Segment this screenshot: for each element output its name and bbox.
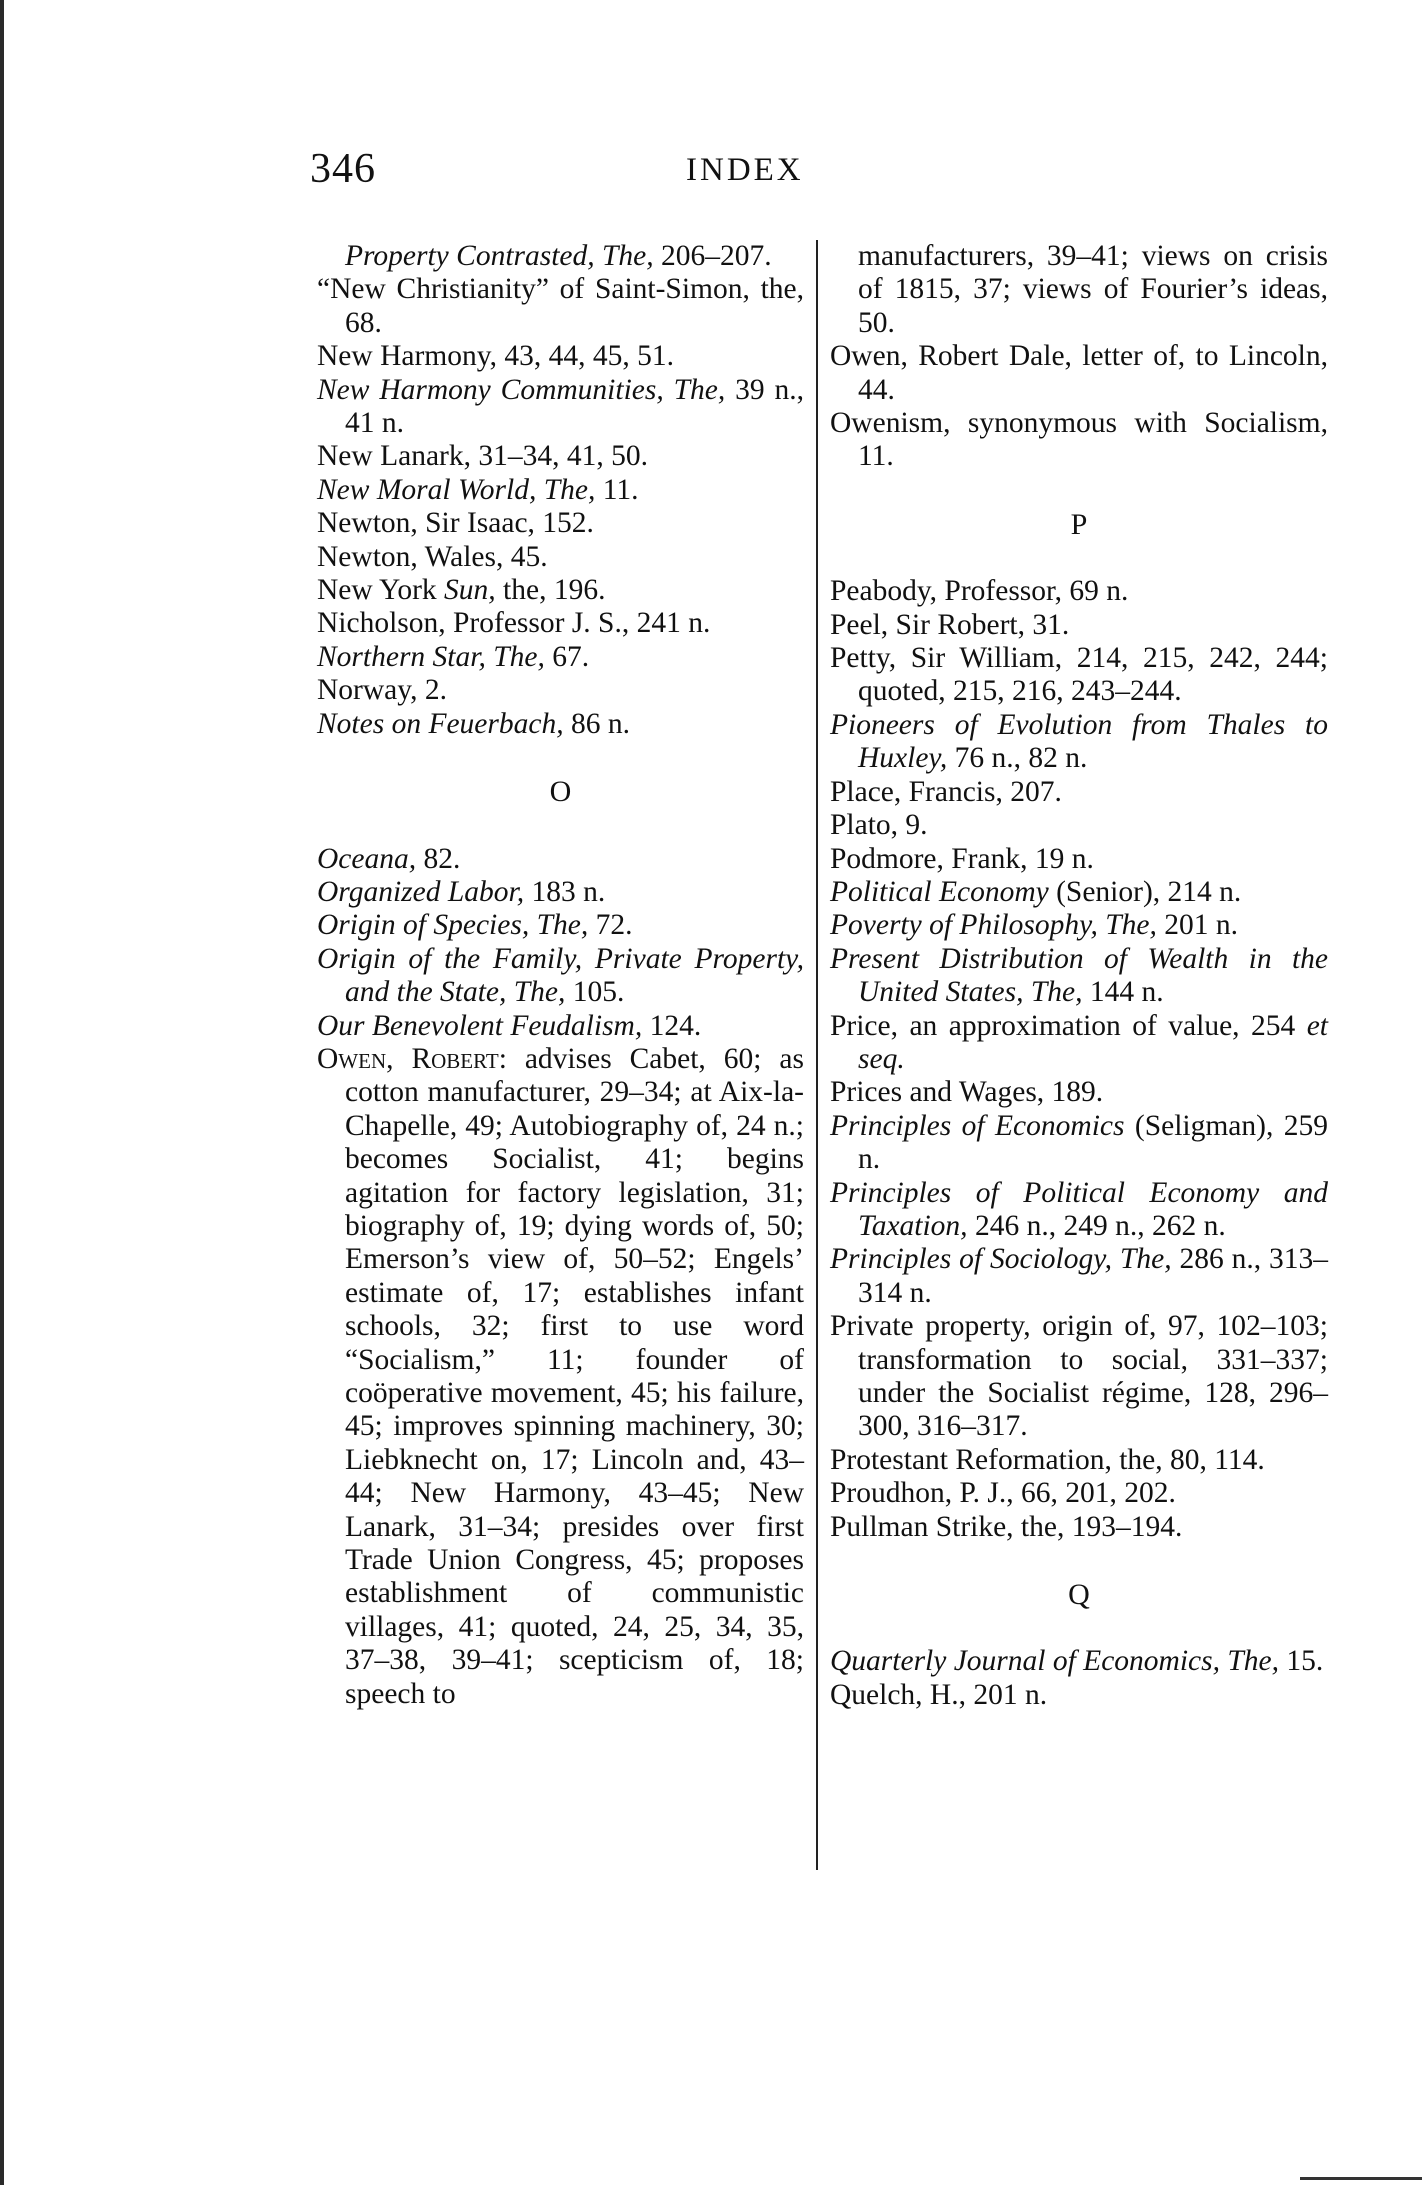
index-entry-continued [317,240,804,273]
index-entry [830,340,1328,407]
index-entry [317,273,804,340]
index-entry [830,1110,1328,1177]
index-entry [317,574,804,607]
index-entry [830,1444,1328,1477]
entry-it: Origin of Species, The, [317,909,589,942]
entry-rest: 246 n., 249 n., 262 n. [967,1209,1226,1242]
entry-rest: Petty, Sir William, 214, 215, 242, 244; quoted, 215, 216, 243–244. [830,642,1328,708]
index-entry [317,607,804,640]
entry-it: Northern Star, The, [317,640,545,673]
entry-it: Poverty of Philosophy, The, [830,909,1157,942]
entry-rest: manufacturers, 39–41; views on crisis of 1815, 37; views of Fourier’s ideas, 50. [858,240,1328,339]
entry-rest: Nicholson, Professor J. S., 241 n. [317,607,711,640]
index-entry [830,876,1328,909]
entry-rest: New Harmony, 43, 44, 45, 51. [317,340,674,373]
index-entry [830,809,1328,842]
entry-rest: advises Cabet, 60; as cotton manufacturer, 29–34; at Aix-la-Chapelle, 49; Autobiography of, 24 n.; becomes Socialist, 41; begins agitation for factory legislation, 31; biography of, 19; dying words of, 50; Emerson’s view of, 50–52; Engels’ estimate of, 17; establishes infant schools, 32; first to use word “Socialism,” 11; founder of coöperative movement, 45; his failure, 45; improves spinning machinery, 30; Liebknecht on, 17; Lincoln and, 43–44; New Harmony, 43–45; New Lanark, 31–34; presides over first Trade Union Congress, 45; proposes establishment of communistic villages, 41; quoted, 24, 25, 34, 35, 37–38, 39–41; scepticism of, 18; speech to [345,1042,804,1710]
index-entry [830,1243,1328,1310]
index-entry [830,575,1328,608]
entry-it: Sun, [444,574,496,607]
index-entry [830,609,1328,642]
entry-rest: 72. [588,909,633,942]
index-entry [317,708,804,741]
index-entry [830,1177,1328,1244]
entry-rest: 76 n., 82 n. [947,742,1088,775]
page-number: 346 [310,146,376,192]
entry-it: Organized Labor, [317,875,525,908]
entry-rest: 144 n. [1082,976,1164,1009]
section-letter-heading: P [1070,507,1088,541]
index-entry [317,374,804,441]
entry-pre: New York [317,574,445,607]
index-entry [830,843,1328,876]
entry-pre: Price, an approximation of value, 254 [830,1009,1307,1042]
running-head: INDEX [686,152,804,188]
entry-rest: Peabody, Professor, 69 n. [830,575,1129,608]
entry-rest: 11. [595,473,639,506]
entry-rest: the, 196. [495,574,606,607]
entry-rest: 82. [416,842,461,875]
index-entry [830,1076,1328,1109]
section-letter-heading: O [549,775,572,809]
entry-it: Present Distribution of Wealth in the United States, The, [830,942,1328,1009]
index-entry [317,943,804,1010]
entry-rest: Protestant Reformation, the, 80, 114. [830,1443,1265,1476]
entry-it: Oceana, [317,842,417,875]
entry-it: New Moral World, The, [317,473,596,506]
entry-rest: 105. [565,976,625,1009]
entry-rest: New Lanark, 31–34, 41, 50. [317,440,648,473]
left-index-column [317,240,804,1711]
right-index-column [830,240,1328,1712]
entry-rest: Owen, Robert Dale, letter of, to Lincoln, 44. [830,340,1328,406]
entry-rest: 15. [1279,1645,1324,1678]
entry-it: Property Contrasted, The, [345,240,654,272]
index-entry [317,641,804,674]
entry-rest: Owenism, synonymous with Socialism, 11. [830,407,1328,473]
entry-rest: Place, Francis, 207. [830,775,1062,808]
index-entry [830,1511,1328,1544]
entry-rest: Quelch, H., 201 n. [830,1678,1048,1711]
entry-rest: Peel, Sir Robert, 31. [830,608,1070,641]
entry-it: Principles of Sociology, The, [830,1243,1172,1276]
entry-rest: 201 n. [1156,909,1239,942]
page-spine-edge [0,0,4,2185]
entry-rest: Proudhon, P. J., 66, 201, 202. [830,1477,1176,1510]
entry-rest: Plato, 9. [830,809,928,842]
index-entry [830,1310,1328,1444]
entry-it: Our Benevolent Feudalism, [317,1009,643,1042]
index-entry [830,1679,1328,1712]
index-entry [830,1010,1328,1077]
index-entry [317,909,804,942]
entry-it: Origin of the Family, Private Property, and the State, The, [317,942,804,1009]
entry-rest: Newton, Wales, 45. [317,540,548,573]
entry-rest: 67. [544,640,590,673]
index-entry [830,642,1328,709]
index-entry [830,943,1328,1010]
index-entry [317,876,804,909]
page-edge-mark [1300,2177,1422,2180]
entry-it: Quarterly Journal of Economics, The, [830,1645,1279,1678]
index-entry [830,1477,1328,1510]
entry-rest: “New Christianity” of Saint-Simon, the, 68. [317,273,804,339]
index-entry [317,843,804,876]
entry-it: et seq. [858,1009,1328,1075]
index-entry [317,541,804,574]
entry-it: Notes on Feuerbach, [317,707,564,740]
section-letter-heading: Q [1068,1578,1090,1612]
entry-rest: Private property, origin of, 97, 102–103; transformation to social, 331–337; under the Socialist régime, 128, 296–300, 316–317. [830,1310,1328,1443]
index-entry [317,340,804,373]
entry-rest: Prices and Wages, 189. [830,1076,1104,1109]
entry-rest: 124. [642,1009,702,1042]
index-entry [830,407,1328,474]
index-entry [317,674,804,707]
entry-it: Principles of Economics [830,1109,1125,1142]
index-entry [830,909,1328,942]
index-entry [317,1010,804,1043]
index-entry [830,776,1328,809]
index-entry [317,474,804,507]
index-entry [830,709,1328,776]
entry-sc: Owen, Robert: [317,1042,507,1075]
entry-it: Principles of Political Economy and Taxation, [830,1176,1328,1242]
entry-rest: 183 n. [524,875,606,908]
entry-rest: (Senior), 214 n. [1048,875,1242,908]
index-entry [830,1645,1328,1678]
entry-rest: Newton, Sir Isaac, 152. [317,507,594,540]
entry-it: Political Economy [830,875,1049,908]
entry-rest: (Seligman), 259 n. [858,1109,1328,1176]
entry-rest: Podmore, Frank, 19 n. [830,842,1094,875]
index-entry [317,440,804,473]
entry-it: New Harmony Communities, The, [317,373,726,406]
entry-rest: 286 n., 313–314 n. [858,1243,1328,1309]
entry-rest: Pullman Strike, the, 193–194. [830,1510,1183,1543]
entry-it: Pioneers of Evolution from Thales to Huxley, [830,708,1328,775]
index-entry-continued [830,240,1328,340]
entry-rest: Norway, 2. [317,674,447,707]
entry-rest: 39 n., 41 n. [345,373,805,440]
entry-rest: 86 n. [563,707,630,740]
index-entry [317,507,804,540]
index-entry [317,1043,804,1711]
column-divider [816,240,818,1870]
entry-rest: 206–207. [653,240,772,272]
